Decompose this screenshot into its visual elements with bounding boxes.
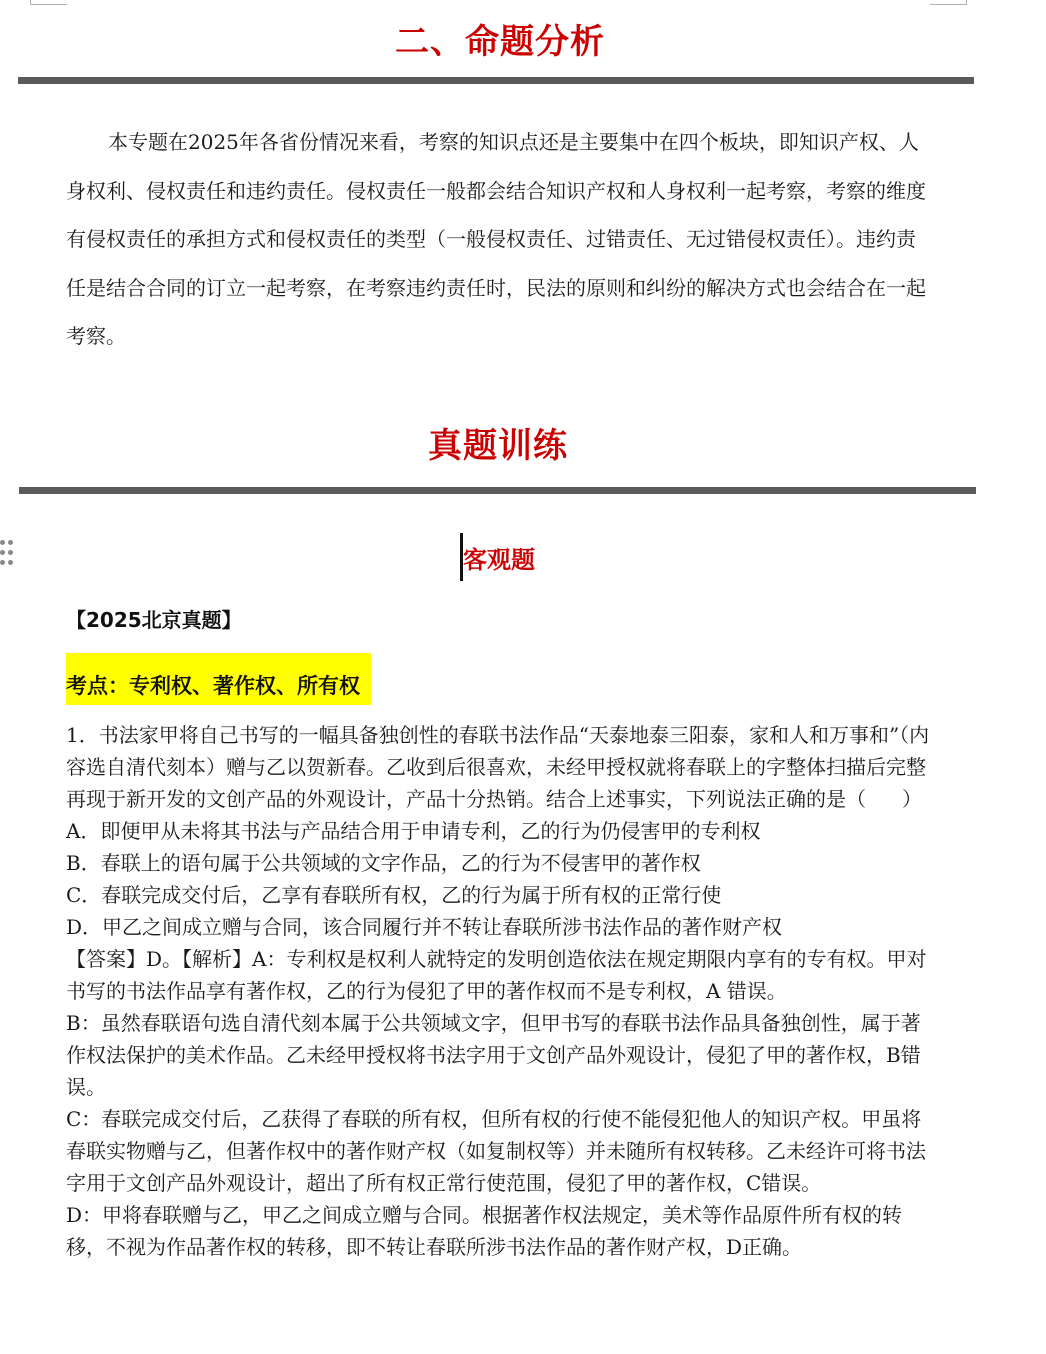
intro-paragraph: 本专题在2025年各省份情况来看，考察的知识点还是主要集中在四个板块，即知识产权、人身权利、侵权责任和违约责任。侵权责任一般都会结合知识产权和人身权利一起考察，考察的维度有侵权责任的承担方式和侵权责任的类型（一般侵权责任、过错责任、无过错侵权责任）。违约责任是结合合同的订立一起考察，在考察违约责任时，民法的原则和纠纷的解决方式也会结合在一起考察。 — [66, 130, 926, 348]
training-title: 真题训练 — [428, 426, 568, 466]
option-d: D．甲乙之间成立赠与合同，该合同履行并不转让春联所涉书法作品的著作财产权 — [66, 915, 783, 939]
option-a: A．即便甲从未将其书法与产品结合用于申请专利，乙的行为仍侵害甲的专利权 — [66, 819, 761, 843]
exam-source-label: 【2025北京真题】 — [66, 608, 242, 632]
option-c: C．春联完成交付后，乙享有春联所有权，乙的行为属于所有权的正常行使 — [66, 883, 722, 907]
analysis-c: C：春联完成交付后，乙获得了春联的所有权，但所有权的行使不能侵犯他人的知识产权。甲虽将春联实物赠与乙，但著作权中的著作财产权（如复制权等）并未随所有权转移。乙未经许可将书法字用于文创产品外观设计，超出了所有权正常行使范围，侵犯了甲的著作权，C错误。 — [66, 1107, 926, 1195]
question-stem — [66, 719, 934, 815]
analysis-d: D：甲将春联赠与乙，甲乙之间成立赠与合同。根据著作权法规定，美术等作品原件所有权的转移，不视为作品著作权的转移，即不转让春联所涉书法作品的著作财产权，D正确。 — [66, 1203, 903, 1259]
page-corner-mark-right — [930, 0, 967, 5]
question-block — [66, 719, 934, 1263]
section-title: 二、命题分析 — [395, 22, 605, 62]
section-divider — [18, 77, 974, 84]
page-corner-mark-left — [30, 0, 67, 5]
option-b: B．春联上的语句属于公共领域的文字作品，乙的行为不侵害甲的著作权 — [66, 851, 701, 875]
training-divider — [19, 487, 976, 494]
drag-handle-icon[interactable] — [0, 540, 14, 570]
question-stem-text: 1．书法家甲将自己书写的一幅具备独创性的春联书法作品“天泰地泰三阳泰，家和人和万事和”（内容选自清代刻本）赠与乙以贺新春。乙收到后很喜欢，未经甲授权就将春联上的字整体扫描后完整再现于新开发的文创产品的外观设计，产品十分热销。结合上述事实，下列说法正确的是（ — [66, 723, 930, 811]
question-stem-close: ） — [902, 787, 922, 811]
topic-highlight: 考点：专利权、著作权、所有权 — [66, 653, 371, 705]
objective-title[interactable]: 客观题 — [463, 546, 535, 574]
analysis-b: B：虽然春联语句选自清代刻本属于公共领域文字，但甲书写的春联书法作品具备独创性，属于著作权法保护的美术作品。乙未经甲授权将书法字用于文创产品外观设计，侵犯了甲的著作权，B错误。 — [66, 1011, 921, 1099]
answer-analysis-a: 【答案】D。【解析】A：专利权是权利人就特定的发明创造依法在规定期限内享有的专有权。甲对书写的书法作品享有著作权，乙的行为侵犯了甲的著作权而不是专利权，A 错误。 — [66, 947, 927, 1003]
